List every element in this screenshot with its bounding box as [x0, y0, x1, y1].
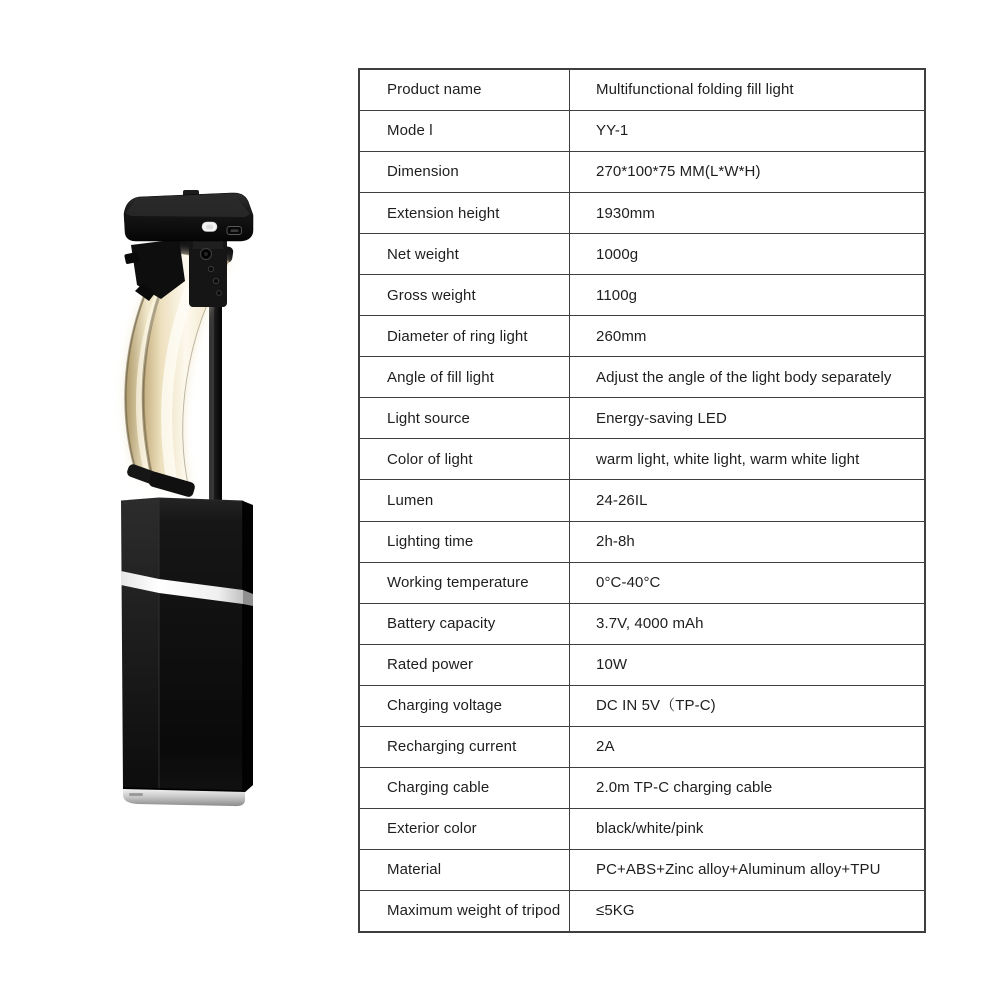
spec-row: [360, 727, 924, 768]
spec-row: [360, 604, 924, 645]
spec-row: [360, 850, 924, 891]
spec-row: [360, 522, 924, 563]
spec-value: 1930mm: [596, 204, 655, 222]
spec-value: warm light, white light, warm white light: [596, 450, 860, 468]
spec-row: [360, 111, 924, 152]
spec-label: Working temperature: [360, 563, 570, 603]
spec-label: Maximum weight of tripod: [360, 891, 570, 931]
spec-label: Gross weight: [360, 275, 570, 315]
usb-c-port-slot: [231, 229, 239, 232]
spec-label: Exterior color: [360, 809, 570, 849]
spec-value: 0°C-40°C: [596, 573, 661, 591]
spec-row: [360, 480, 924, 521]
spec-row: [360, 275, 924, 316]
spec-row: [360, 357, 924, 398]
spec-row: [360, 645, 924, 686]
spec-label: Mode l: [360, 111, 570, 151]
spec-value: YY-1: [596, 122, 629, 140]
spec-label: Material: [360, 850, 570, 890]
spec-value: 1100g: [596, 286, 638, 304]
spec-row: [360, 768, 924, 809]
body-left-face: [121, 498, 159, 792]
spec-value: 2.0m TP-C charging cable: [596, 779, 773, 797]
spec-value: black/white/pink: [596, 820, 704, 838]
body-front-face: [159, 498, 243, 794]
spec-row: [360, 686, 924, 727]
spec-label: Color of light: [360, 439, 570, 479]
spec-row: [360, 234, 924, 275]
spec-value: 260mm: [596, 327, 647, 345]
spec-label: Dimension: [360, 152, 570, 192]
spec-row: [360, 193, 924, 234]
spec-value: Energy-saving LED: [596, 409, 727, 427]
spec-value: PC+ABS+Zinc alloy+Aluminum alloy+TPU: [596, 861, 881, 879]
power-button-inner: [206, 225, 213, 229]
hinge-screw: [217, 291, 222, 296]
spec-label: Product name: [360, 70, 570, 110]
spec-label: Charging voltage: [360, 686, 570, 726]
spec-label: Rated power: [360, 645, 570, 685]
spec-value: 270*100*75 MM(L*W*H): [596, 163, 761, 181]
spec-value: ≤5KG: [596, 902, 635, 920]
spec-value: 2h-8h: [596, 532, 635, 550]
spec-row: [360, 891, 924, 931]
spec-value: DC IN 5V（TP-C): [596, 697, 716, 715]
spec-value: Multifunctional folding fill light: [596, 81, 794, 99]
spec-label: Battery capacity: [360, 604, 570, 644]
spec-value: 2A: [596, 738, 615, 756]
base-plate: [123, 788, 245, 806]
spec-label: Angle of fill light: [360, 357, 570, 397]
spec-label: Charging cable: [360, 768, 570, 808]
spec-value: 10W: [596, 656, 628, 674]
spec-row: [360, 809, 924, 850]
handle-body: [121, 498, 253, 806]
spec-row: [360, 316, 924, 357]
spec-label: Lumen: [360, 480, 570, 520]
spec-value: 24-26IL: [596, 491, 648, 509]
spec-row: [360, 398, 924, 439]
spec-row: [360, 563, 924, 604]
spec-table: [358, 68, 926, 933]
product-image: [85, 185, 285, 825]
spec-label: Diameter of ring light: [360, 316, 570, 356]
hinge-screw: [208, 266, 213, 271]
spec-label: Lighting time: [360, 522, 570, 562]
spec-value: Adjust the angle of the light body separately: [596, 368, 892, 386]
spec-row: [360, 439, 924, 480]
spec-label: Recharging current: [360, 727, 570, 767]
hinge-screw: [213, 278, 218, 283]
spec-value: 3.7V, 4000 mAh: [596, 615, 704, 632]
spec-label: Light source: [360, 398, 570, 438]
spec-value: 1000g: [596, 245, 639, 263]
body-side-face: [243, 501, 253, 794]
base-slot: [129, 793, 143, 796]
spec-label: Net weight: [360, 234, 570, 274]
spec-row: [360, 70, 924, 111]
spec-row: [360, 152, 924, 193]
spec-label: Extension height: [360, 193, 570, 233]
product-photo-svg: [85, 185, 285, 825]
top-cap: [124, 190, 253, 241]
